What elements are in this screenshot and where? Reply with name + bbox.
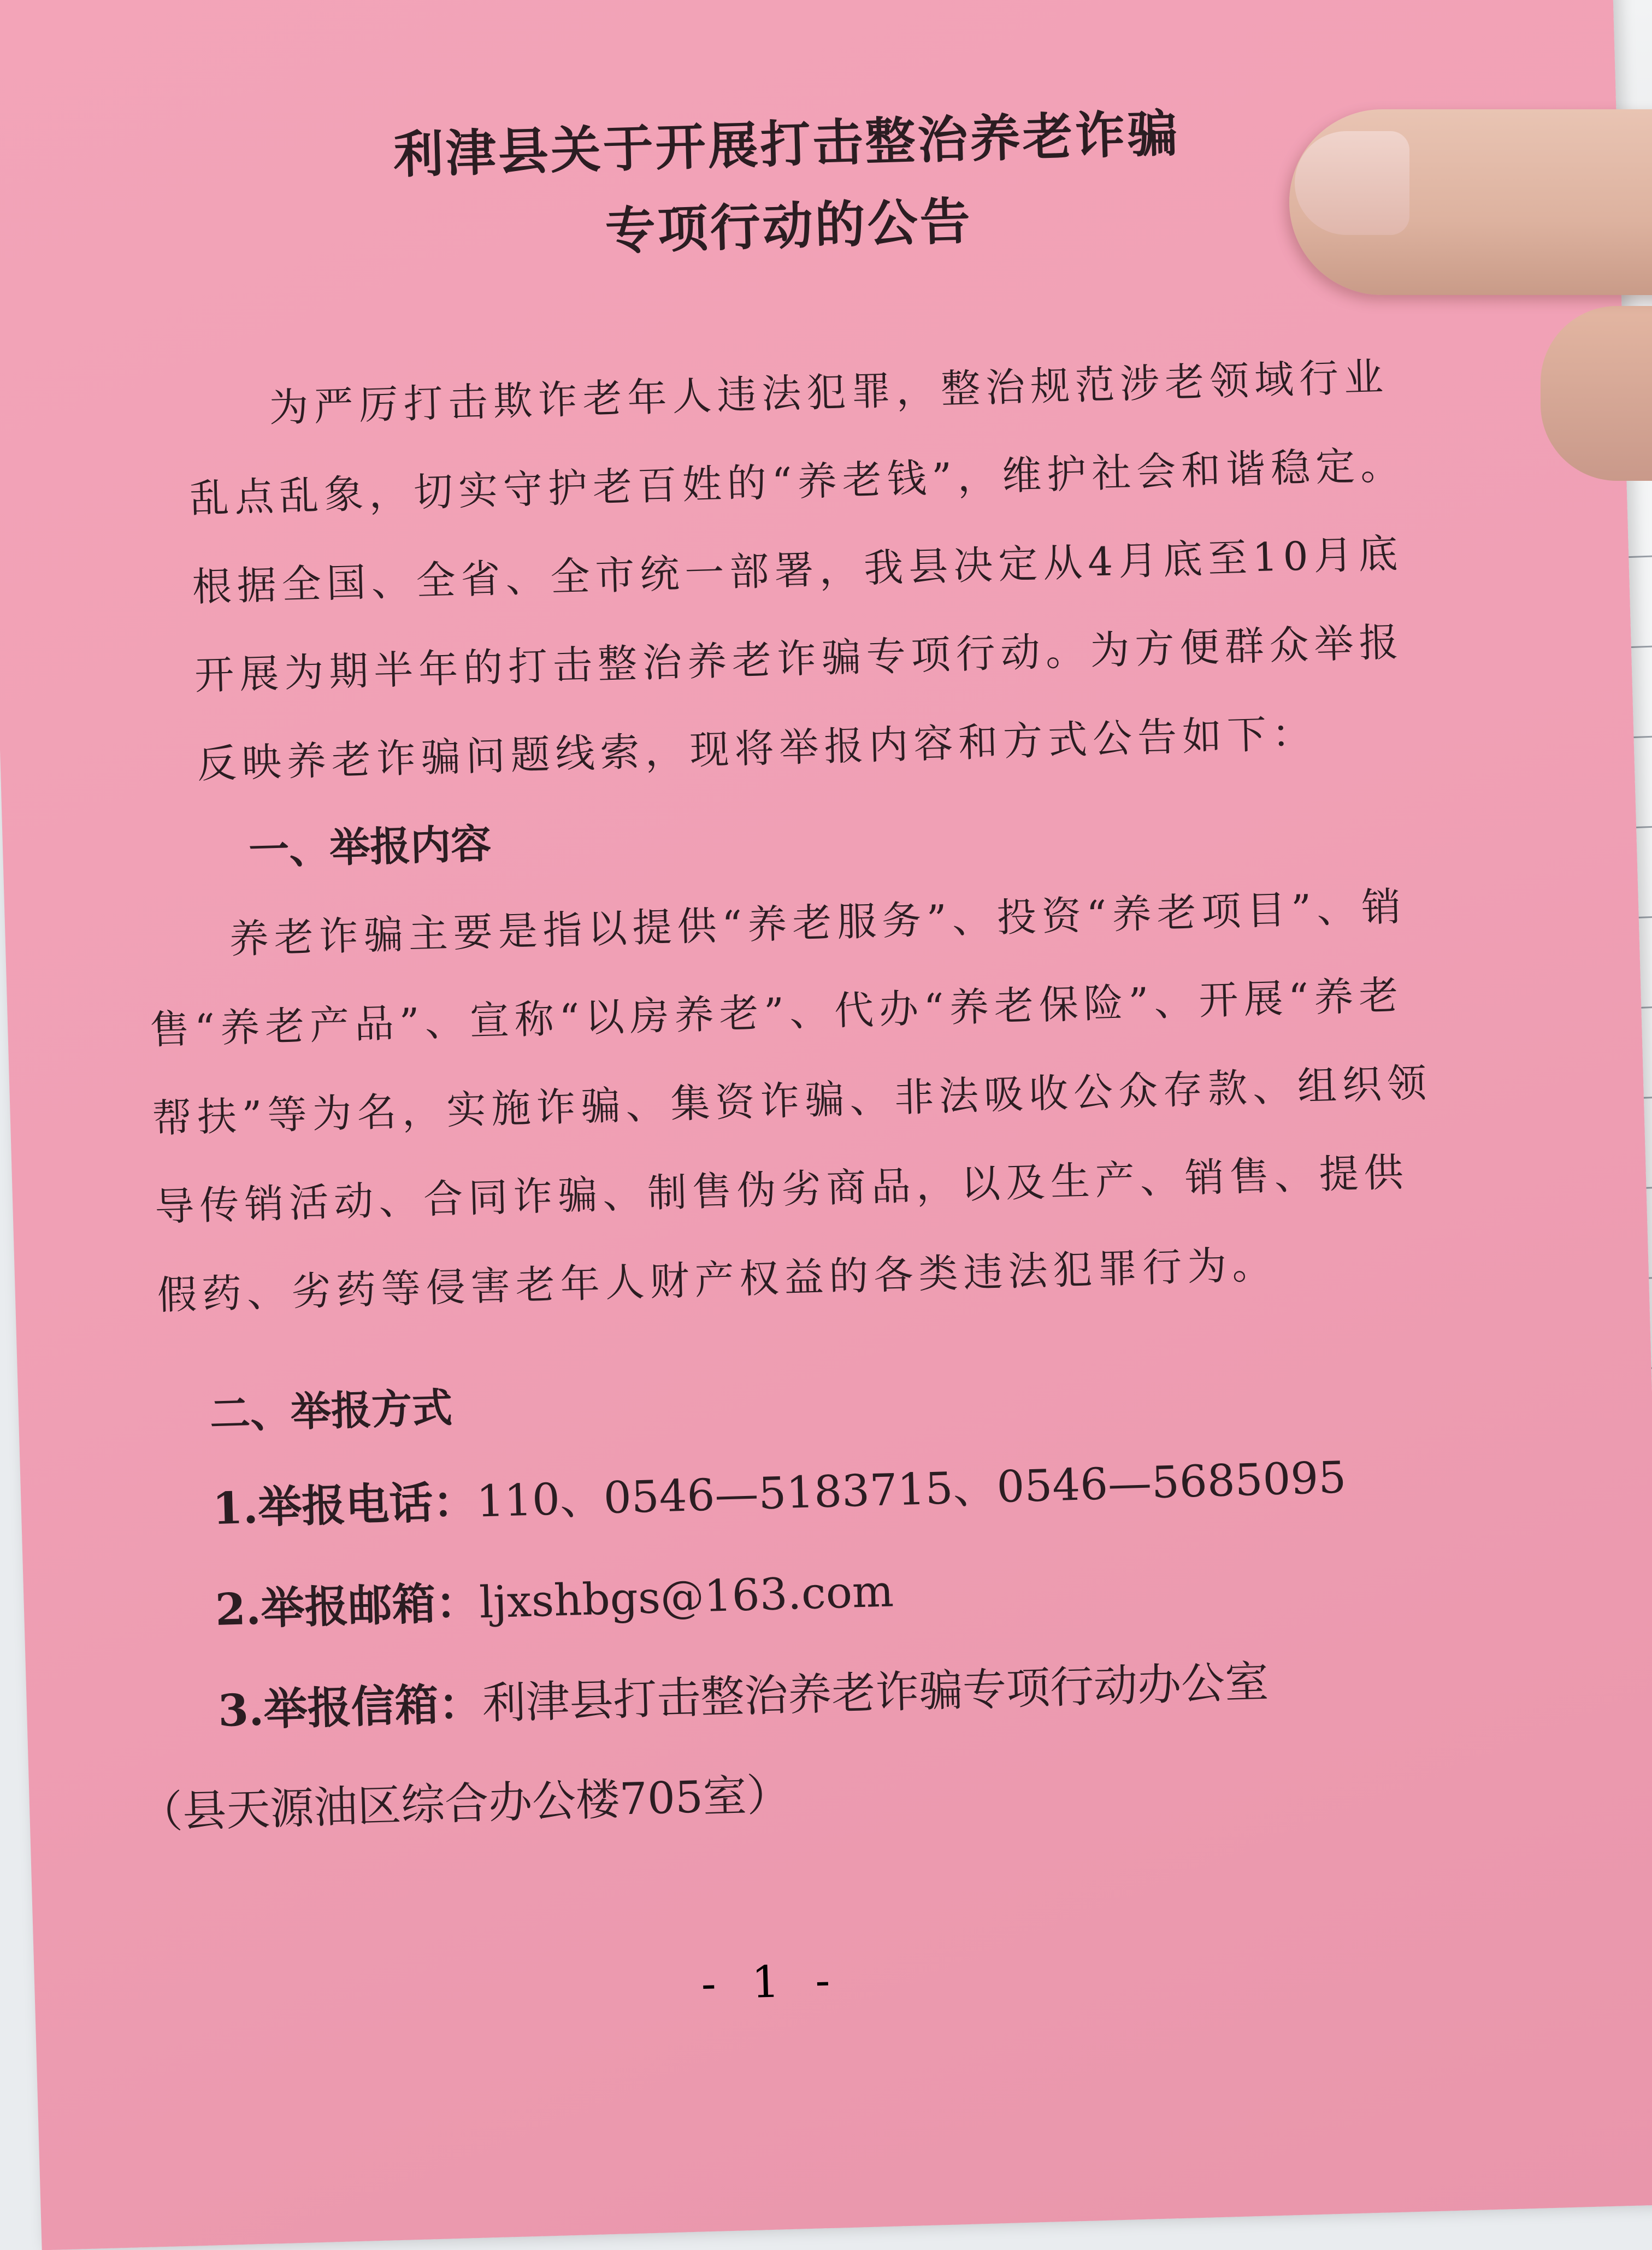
section-2-heading: 二、举报方式 bbox=[209, 1384, 453, 1439]
document-body bbox=[91, 69, 1462, 1862]
report-phone-value: 110、0546—5183715、0546—5685095 bbox=[475, 1452, 1347, 1527]
report-email-value: ljxshbgs@163.com bbox=[479, 1565, 894, 1628]
thumbnail-nail bbox=[1295, 131, 1409, 235]
report-mailbox-value: 利津县打击整治养老诈骗专项行动办公室 bbox=[481, 1656, 1270, 1729]
report-phone-label: 1.举报电话： bbox=[211, 1475, 477, 1535]
section-1-body: 养老诈骗主要是指以提供“养老服务”、投资“养老项目”、销售“养老产品”、宣称“以房养老”、代办“养老保险”、开展“养老帮扶”等为名，实施诈骗、集资诈骗、非法吸收公众存款、组织领导传销活动、合同诈骗、制售伪劣商品，以及生产、销售、提供假药、劣药等侵害老年人财产权益的各类违法犯罪行为。 bbox=[149, 883, 1433, 1318]
title-line-2: 专项行动的公告 bbox=[604, 191, 974, 261]
intro-paragraph: 为严厉打击欺诈老年人违法犯罪，整治规范涉老领域行业乱点乱象，切实守护老百姓的“养老钱”，维护社会和谐稳定。根据全国、全省、全市统一部署，我县决定从4月底至10月底开展为期半年的打击整治养老诈骗专项行动。为方便群众举报反映养老诈骗问题线索，现将举报内容和方式公告如下： bbox=[189, 354, 1406, 787]
page-number: - 1 - bbox=[700, 1954, 842, 2010]
report-email-label: 2.举报邮箱： bbox=[214, 1576, 480, 1636]
address-note: （县天源油区综合办公楼705室） bbox=[138, 1769, 791, 1839]
report-mailbox-label: 3.举报信箱： bbox=[217, 1677, 483, 1736]
section-1-heading: 一、举报内容 bbox=[248, 820, 492, 874]
title-line-1: 利津县关于开展打击整治养老诈骗 bbox=[392, 103, 1181, 185]
document-title bbox=[157, 86, 1418, 285]
